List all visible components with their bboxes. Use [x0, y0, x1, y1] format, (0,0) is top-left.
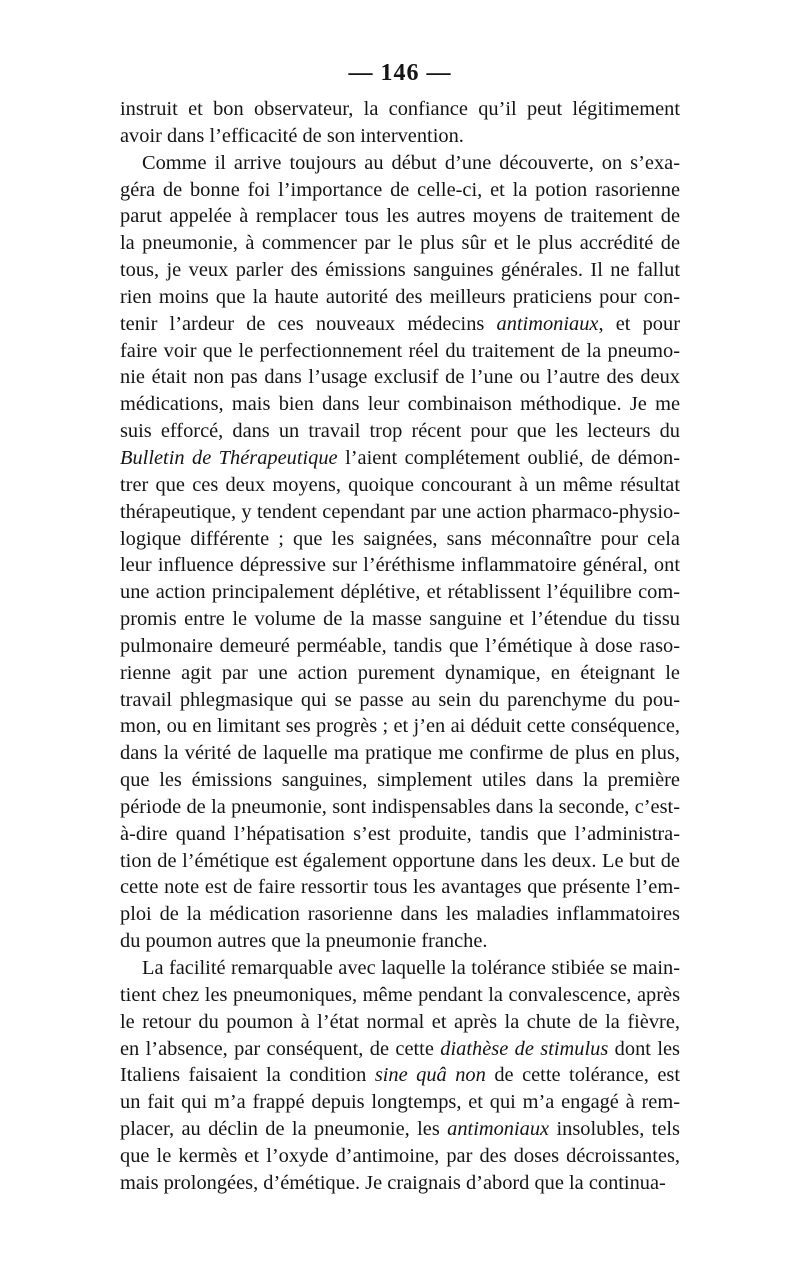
text-line: le retour du poumon à l’état normal et après la chute de la fièvre, [120, 1010, 680, 1033]
paragraph-container [120, 96, 680, 1197]
text-line: tion de l’émétique est également opportune dans les deux. Le but de [120, 849, 680, 872]
text-line: logique différente ; que les saignées, sans méconnaître pour cela [120, 527, 680, 550]
text-line: à-dire quand l’hépatisation s’est produite, tandis que l’administra- [120, 822, 680, 845]
text-line: que le kermès et l’oxyde d’antimoine, par des doses décroissantes, [120, 1144, 680, 1167]
text-line: ploi de la médication rasorienne dans les maladies inflammatoires [120, 903, 680, 926]
text-line: la pneumonie, à commencer par le plus sûr et le plus accrédité de [120, 232, 680, 255]
text-line: tenir l’ardeur de ces nouveaux médecins antimoniaux, et pour [120, 312, 680, 335]
text-line: du poumon autres que la pneumonie franche. [120, 930, 488, 953]
text-line: une action principalement déplétive, et rétablissent l’équilibre com- [120, 581, 680, 604]
text-line: leur influence dépressive sur l’éréthisme inflammatoire général, ont [120, 554, 680, 577]
text-line: Italiens faisaient la condition sine quâ non de cette tolérance, est [120, 1064, 680, 1087]
text-line: tous, je veux parler des émissions sanguines générales. Il ne fallut [120, 259, 680, 282]
text-line: tient chez les pneumoniques, même pendant la convalescence, après [120, 983, 680, 1006]
text-line: placer, au déclin de la pneumonie, les antimoniaux insolubles, tels [120, 1118, 680, 1141]
text-line: rienne agit par une action purement dynamique, en éteignant le [120, 661, 680, 684]
paragraph [120, 96, 680, 150]
text-line: rien moins que la haute autorité des meilleurs praticiens pour con- [120, 285, 680, 308]
text-line: que les émissions sanguines, simplement utiles dans la première [120, 769, 680, 792]
text-line: dans la vérité de laquelle ma pratique me confirme de plus en plus, [120, 742, 680, 765]
text-line: La facilité remarquable avec laquelle la tolérance stibiée se main- [142, 957, 680, 979]
text-line: avoir dans l’efficacité de son intervention. [120, 124, 464, 147]
text-line: médications, mais bien dans leur combinaison méthodique. Je me [120, 393, 680, 416]
paragraph [120, 150, 680, 955]
text-line: travail phlegmasique qui se passe au sein du parenchyme du pou- [120, 688, 680, 711]
paragraph [120, 955, 680, 1197]
text-line: instruit et bon observateur, la confiance qu’il peut légitimement [120, 98, 680, 120]
text-line: trer que ces deux moyens, quoique concourant à un même résultat [120, 473, 680, 496]
text-line: faire voir que le perfectionnement réel du traitement de la pneumo- [120, 339, 680, 362]
text-line: thérapeutique, y tendent cependant par une action pharmaco-physio- [120, 500, 680, 523]
text-line: géra de bonne foi l’importance de celle-ci, et la potion rasorienne [120, 178, 680, 201]
text-line: mais prolongées, d’émétique. Je craignais d’abord que la continua- [120, 1171, 666, 1194]
text-line: en l’absence, par conséquent, de cette diathèse de stimulus dont les [120, 1037, 680, 1060]
text-line: un fait qui m’a frappé depuis longtemps, et qui m’a engagé à rem- [120, 1091, 680, 1114]
text-line: parut appelée à remplacer tous les autres moyens de traitement de [120, 205, 680, 228]
text-line: promis entre le volume de la masse sanguine et l’étendue du tissu [120, 608, 680, 631]
text-line: pulmonaire demeuré perméable, tandis que l’émétique à dose raso- [120, 634, 680, 657]
text-line: cette note est de faire ressortir tous les avantages que présente l’em- [120, 876, 680, 899]
text-line: suis efforcé, dans un travail trop récent pour que les lecteurs du [120, 420, 680, 443]
text-line: nie était non pas dans l’usage exclusif de l’une ou l’autre des deux [120, 366, 680, 389]
text-line: mon, ou en limitant ses progrès ; et j’en ai déduit cette conséquence, [120, 715, 680, 738]
text-line: période de la pneumonie, sont indispensables dans la seconde, c’est- [120, 795, 680, 818]
text-line: Bulletin de Thérapeutique l’aient complétement oublié, de démon- [120, 446, 681, 469]
page-number: — 146 — [348, 60, 452, 86]
page-body [120, 96, 680, 1197]
text-line: Comme il arrive toujours au début d’une découverte, on s’exa- [142, 151, 680, 174]
